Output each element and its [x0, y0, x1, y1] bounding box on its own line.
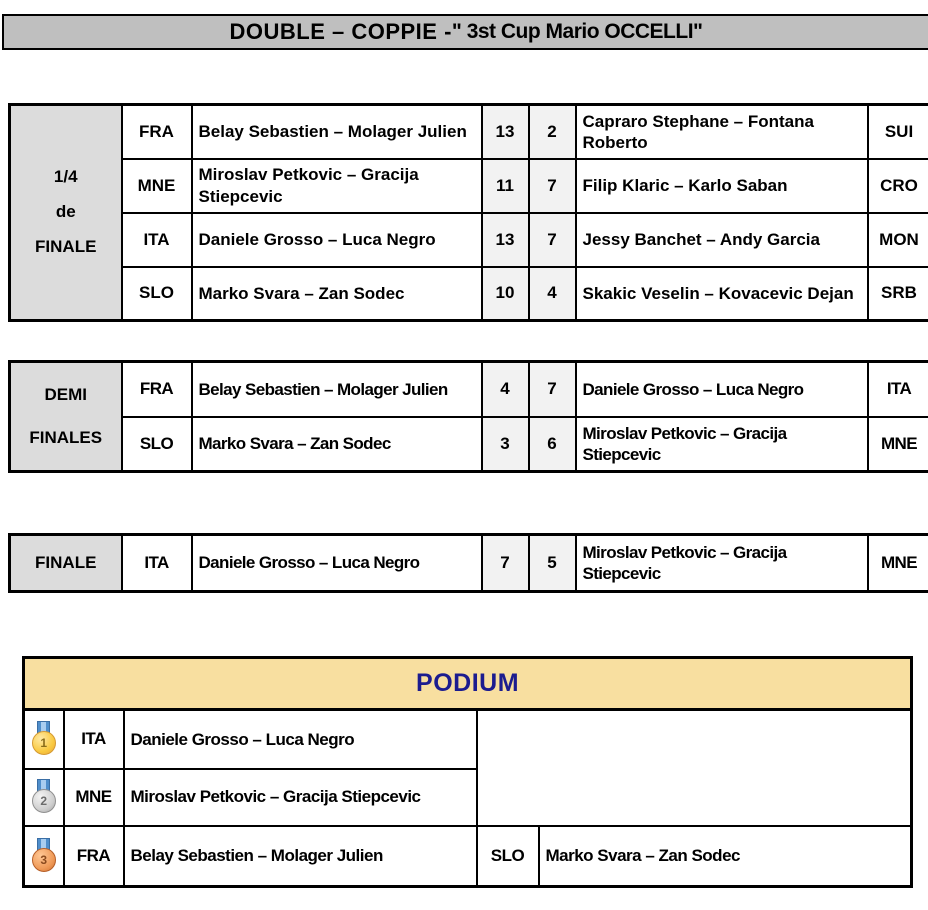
medal-rank: 1 [32, 731, 56, 755]
stage-line: FINALE [12, 230, 120, 265]
podium-table [22, 656, 913, 888]
country-code: SUI [868, 105, 928, 159]
team-name: Belay Sebastien – Molager Julien [192, 105, 482, 159]
team-name: Belay Sebastien – Molager Julien [124, 826, 477, 887]
score-right: 4 [529, 267, 576, 321]
score-right: 7 [529, 213, 576, 267]
podium-header: PODIUM [24, 658, 912, 710]
table-row [10, 213, 928, 267]
stage-line: DEMI [12, 374, 120, 417]
quarterfinals-table [8, 103, 928, 322]
team-name: Miroslav Petkovic – Gracija Stiepcevic [124, 769, 477, 826]
title-cup-name: " 3st Cup Mario OCCELLI" [452, 20, 703, 44]
bronze-medal-icon [31, 838, 57, 874]
table-row [24, 710, 912, 769]
score-right: 2 [529, 105, 576, 159]
team-name: Daniele Grosso – Luca Negro [192, 213, 482, 267]
stage-label-semifinals [10, 362, 122, 472]
score-left: 11 [482, 159, 529, 213]
country-code: ITA [122, 213, 192, 267]
table-row [10, 105, 928, 159]
podium-empty-cell [477, 710, 912, 826]
medal-cell [24, 826, 64, 887]
medal-cell [24, 710, 64, 769]
silver-medal-icon [31, 779, 57, 815]
gold-medal-icon [31, 721, 57, 757]
table-row [10, 417, 928, 472]
table-row [10, 267, 928, 321]
table-row [10, 535, 928, 592]
score-left: 13 [482, 213, 529, 267]
stage-label-quarterfinals [10, 105, 122, 321]
country-code: FRA [122, 362, 192, 417]
country-code: CRO [868, 159, 928, 213]
team-name: Marko Svara – Zan Sodec [192, 417, 482, 472]
country-code: ITA [64, 710, 124, 769]
table-row [10, 159, 928, 213]
team-name: Skakic Veselin – Kovacevic Dejan [576, 267, 868, 321]
title-bar [2, 14, 928, 50]
title-event-type: DOUBLE – COPPIE - [229, 19, 451, 45]
stage-line: FINALES [12, 417, 120, 460]
score-right: 6 [529, 417, 576, 472]
table-row [24, 658, 912, 710]
score-left: 13 [482, 105, 529, 159]
country-code: MON [868, 213, 928, 267]
medal-cell [24, 769, 64, 826]
country-code: MNE [868, 417, 928, 472]
medal-rank: 3 [32, 848, 56, 872]
country-code: MNE [64, 769, 124, 826]
country-code: SRB [868, 267, 928, 321]
team-name: Belay Sebastien – Molager Julien [192, 362, 482, 417]
country-code: SLO [122, 267, 192, 321]
country-code: ITA [122, 535, 192, 592]
table-row [24, 826, 912, 887]
team-name: Daniele Grosso – Luca Negro [192, 535, 482, 592]
semifinals-table [8, 360, 928, 473]
team-name: Daniele Grosso – Luca Negro [124, 710, 477, 769]
score-left: 10 [482, 267, 529, 321]
team-name: Filip Klaric – Karlo Saban [576, 159, 868, 213]
score-left: 3 [482, 417, 529, 472]
country-code: FRA [122, 105, 192, 159]
team-name: Miroslav Petkovic – Gracija Stiepcevic [192, 159, 482, 213]
score-right: 7 [529, 362, 576, 417]
score-right: 5 [529, 535, 576, 592]
country-code: MNE [868, 535, 928, 592]
team-name: Marko Svara – Zan Sodec [192, 267, 482, 321]
country-code: MNE [122, 159, 192, 213]
team-name: Daniele Grosso – Luca Negro [576, 362, 868, 417]
country-code: SLO [477, 826, 539, 887]
table-row [10, 362, 928, 417]
score-left: 7 [482, 535, 529, 592]
medal-rank: 2 [32, 789, 56, 813]
team-name: Capraro Stephane – Fontana Roberto [576, 105, 868, 159]
team-name: Jessy Banchet – Andy Garcia [576, 213, 868, 267]
finale-table [8, 533, 928, 593]
score-right: 7 [529, 159, 576, 213]
country-code: SLO [122, 417, 192, 472]
country-code: ITA [868, 362, 928, 417]
stage-line: 1/4 [12, 160, 120, 195]
team-name: Marko Svara – Zan Sodec [539, 826, 912, 887]
team-name: Miroslav Petkovic – Gracija Stiepcevic [576, 417, 868, 472]
stage-line: de [12, 195, 120, 230]
stage-line: FINALE [12, 546, 120, 581]
score-left: 4 [482, 362, 529, 417]
stage-label-finale [10, 535, 122, 592]
team-name: Miroslav Petkovic – Gracija Stiepcevic [576, 535, 868, 592]
country-code: FRA [64, 826, 124, 887]
